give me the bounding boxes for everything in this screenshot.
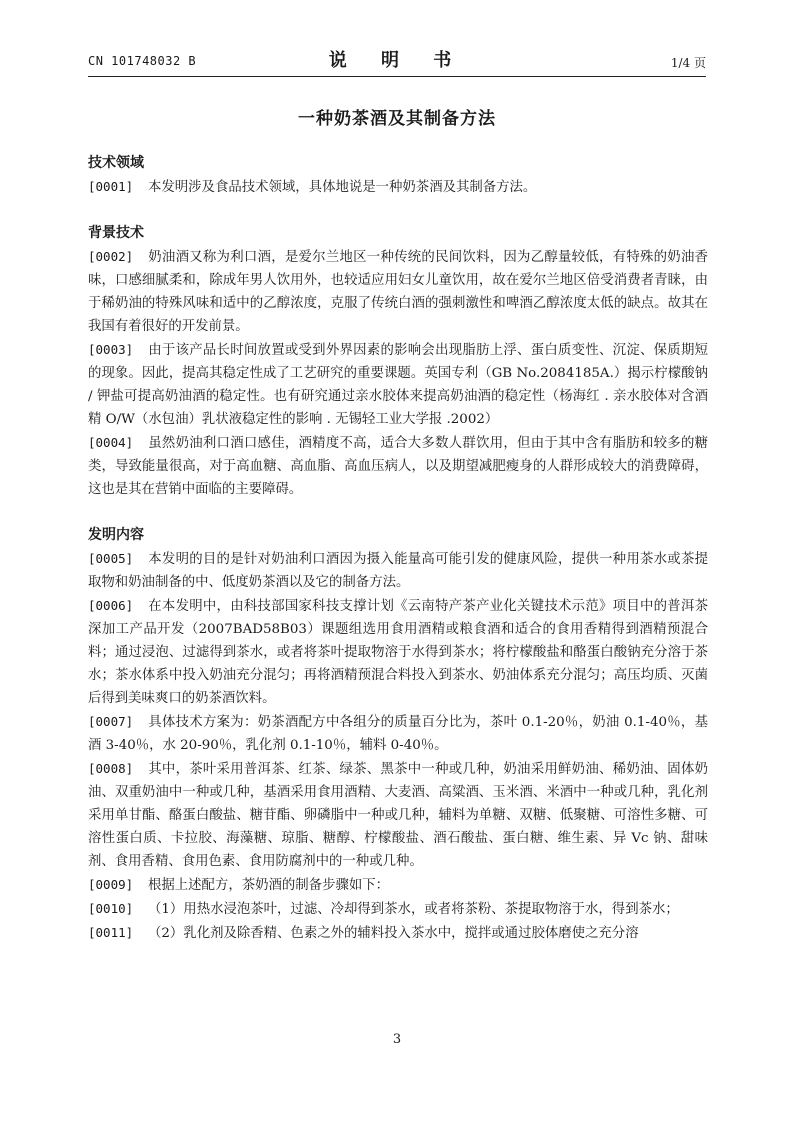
paragraph-number: [0007] [88,714,134,729]
paragraph-text: 由于该产品长时间放置或受到外界因素的影响会出现脂肪上浮、蛋白质变性、沉淀、保质期短的现象。因此，提高其稳定性成了工艺研究的重要课题。英国专利（GB No.2084185A.）揭示柠檬酸钠 / 钾盐可提高奶油酒的稳定性。也有研究通过亲水胶体来提高奶油酒的稳定性（杨海红 . 亲水胶体对含酒精 O/W（水包油）乳状液稳定性的影响 . 无锡轻工业大学报 .2002） [88,343,708,427]
paragraph-number: [0009] [88,877,134,892]
paragraph [88,175,708,199]
header-divider [88,76,706,77]
page-number: 3 [392,1032,402,1047]
paragraph [88,873,708,897]
page-header [88,46,706,76]
paragraph-number: [0006] [88,598,134,613]
paragraph-text: 本发明涉及食品技术领域，具体地说是一种奶茶酒及其制备方法。 [148,180,537,195]
document-body [88,152,708,945]
section-spacer [88,199,708,222]
paragraph [88,921,708,945]
paragraph-number: [0011] [88,925,134,940]
document-title: 一种奶茶酒及其制备方法 [298,109,496,129]
paragraph-number: [0002] [88,249,134,264]
section-heading: 发明内容 [88,527,144,543]
paragraph-number: [0005] [88,551,134,566]
section-heading: 技术领域 [88,155,144,171]
paragraph-text: 本发明的目的是针对奶油利口酒因为摄入能量高可能引发的健康风险，提供一种用茶水或茶提取物和奶油制备的中、低度奶茶酒以及它的制备方法。 [88,552,708,590]
section-heading: 背景技术 [88,225,144,241]
paragraph-number: [0003] [88,342,134,357]
paragraph [88,594,708,710]
paragraph-text: 根据上述配方，茶奶酒的制备步骤如下： [148,878,390,893]
paragraph-text: （1）用热水浸泡茶叶，过滤、冷却得到茶水，或者将茶粉、茶提取物溶于水，得到茶水； [148,902,679,917]
paragraph [88,757,708,873]
paragraph [88,547,708,594]
paragraph-text: （2）乳化剂及除香精、色素之外的辅料投入茶水中，搅拌或通过胶体磨使之充分溶 [148,926,639,941]
page-count: 1/4 页 [670,56,706,70]
document-type: 说 明 书 [328,50,466,71]
paragraph-number: [0008] [88,761,134,776]
section-spacer [88,501,708,524]
paragraph-number: [0004] [88,435,134,450]
patent-number: CN 101748032 B [88,54,197,68]
paragraph [88,897,708,921]
paragraph-text: 在本发明中，由科技部国家科技支撑计划《云南特产茶产业化关键技术示范》项目中的普洱茶深加工产品开发（2007BAD58B03）课题组选用食用酒精或粮食酒和适合的食用香精得到酒精预混合料；通过浸泡、过滤得到茶水，或者将茶叶提取物溶于水得到茶水；将柠檬酸盐和酪蛋白酸钠充分溶于茶水；茶水体系中投入奶油充分混匀；再将酒精预混合料投入到茶水、奶油体系充分混匀；高压均质、灭菌后得到美味爽口的奶茶酒饮料。 [88,599,708,706]
paragraph-text: 其中，茶叶采用普洱茶、红茶、绿茶、黑茶中一种或几种，奶油采用鲜奶油、稀奶油、固体奶油、双重奶油中一种或几种，基酒采用食用酒精、大麦酒、高粱酒、玉米酒、米酒中一种或几种，乳化剂采用单甘酯、酪蛋白酸盐、糖苷酯、卵磷脂中一种或几种，辅料为单糖、双糖、低聚糖、可溶性多糖、可溶性蛋白质、卡拉胶、海藻糖、琼脂、糖醇、柠檬酸盐、酒石酸盐、蛋白糖、维生素、异 Vc 钠、甜味剂、食用香精、食用色素、食用防腐剂中的一种或几种。 [88,762,708,869]
paragraph-number: [0010] [88,901,134,916]
paragraph-number: [0001] [88,179,134,194]
paragraph [88,338,708,431]
paragraph-text: 虽然奶油利口酒口感佳，酒精度不高，适合大多数人群饮用，但由于其中含有脂肪和较多的糖类，导致能量很高，对于高血糖、高血脂、高血压病人，以及期望减肥瘦身的人群形成较大的消费障碍，这也是其在营销中面临的主要障碍。 [88,436,708,497]
paragraph-text: 具体技术方案为：奶茶酒配方中各组分的质量百分比为，茶叶 0.1-20％，奶油 0.1-40％，基酒 3-40％，水 20-90％，乳化剂 0.1-10％，辅料 0-40％。 [88,715,708,753]
paragraph [88,245,708,338]
paragraph [88,710,708,757]
paragraph-text: 奶油酒又称为利口酒，是爱尔兰地区一种传统的民间饮料，因为乙醇量较低，有特殊的奶油香味，口感细腻柔和，除成年男人饮用外，也较适应用妇女儿童饮用，故在爱尔兰地区倍受消费者青睐，由于稀奶油的特殊风味和适中的乙醇浓度，克服了传统白酒的强刺激性和啤酒乙醇浓度太低的缺点。故其在我国有着很好的开发前景。 [88,250,708,334]
paragraph [88,431,708,501]
